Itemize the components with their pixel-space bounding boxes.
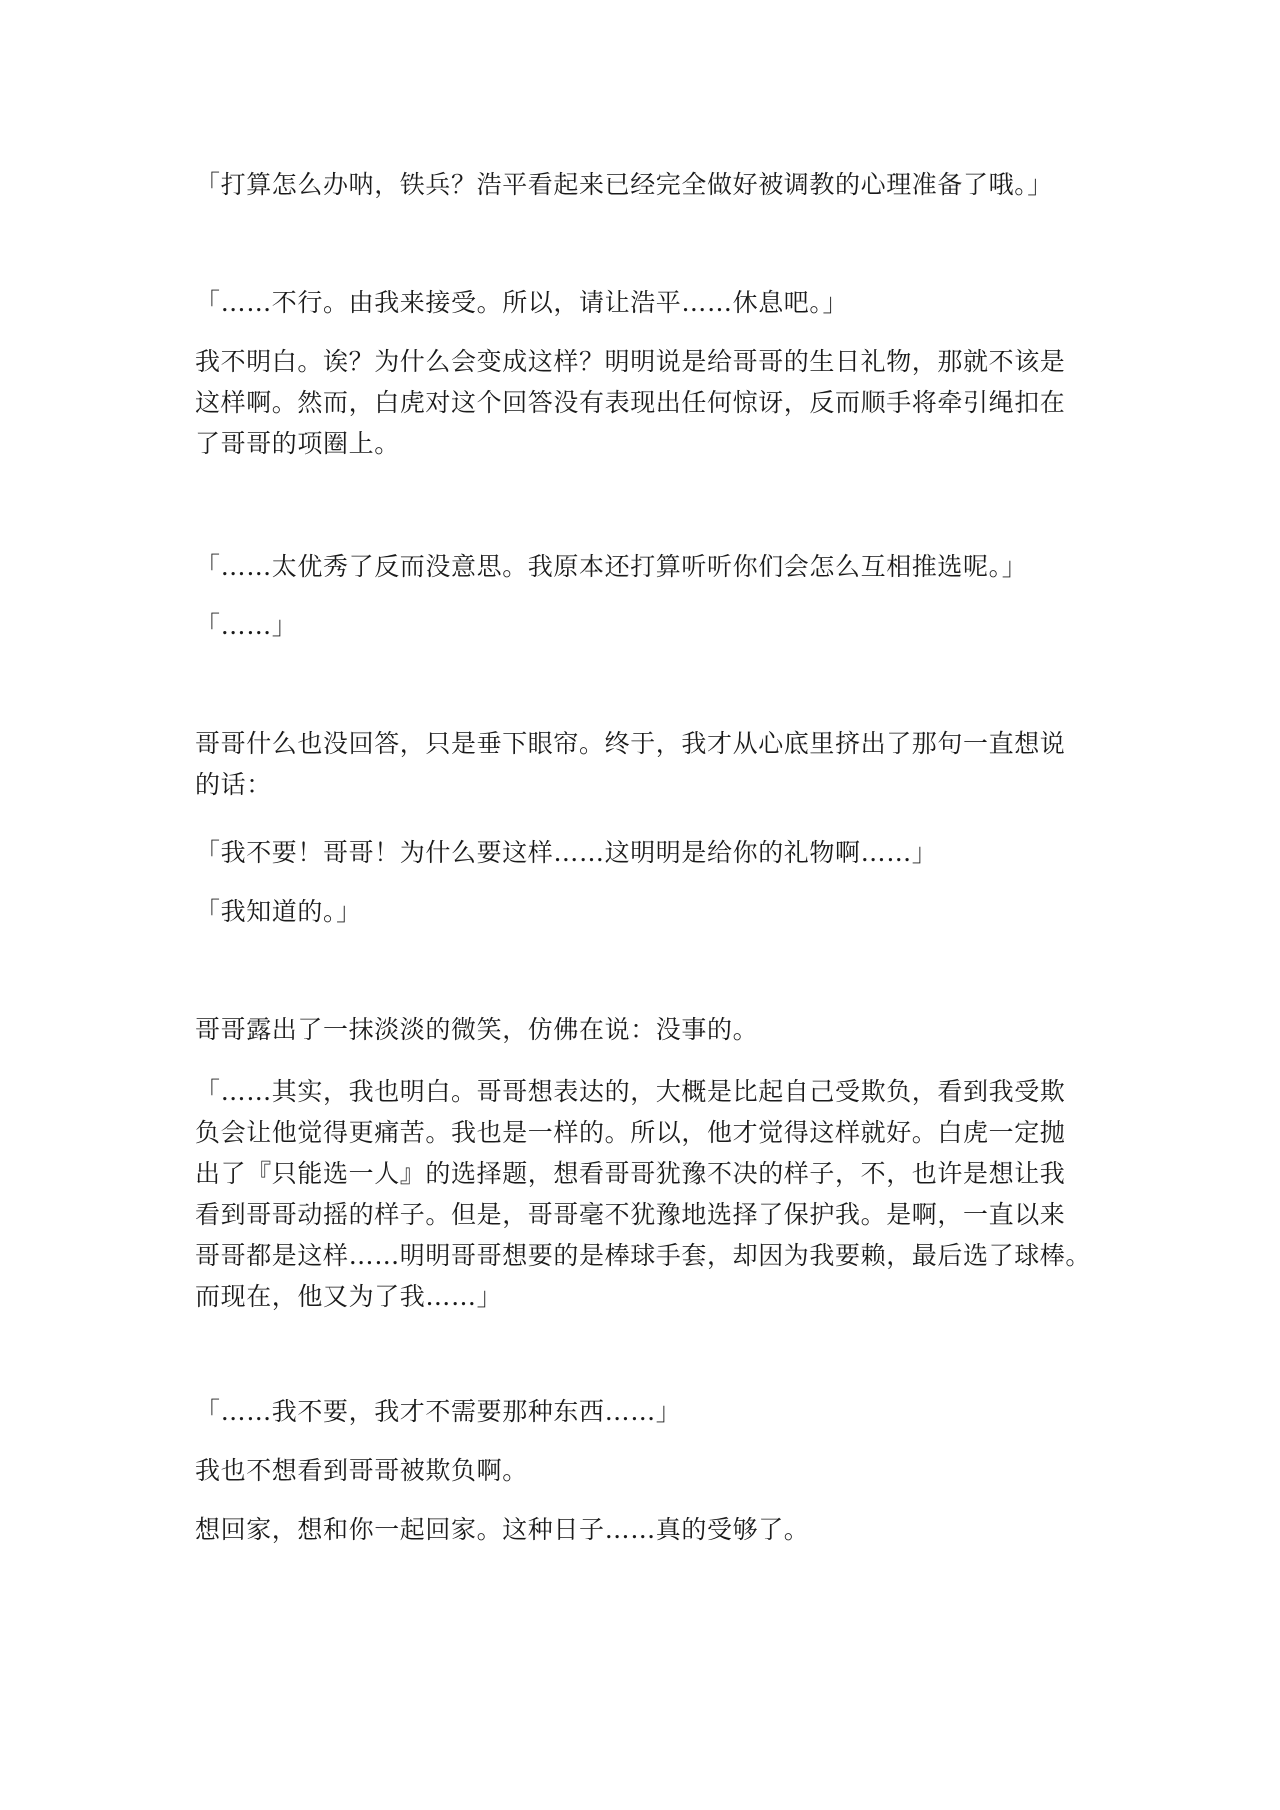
paragraph-dialogue-2: 「……不行。由我来接受。所以，请让浩平……休息吧。」 xyxy=(195,288,849,317)
paragraph-narration-4: 我也不想看到哥哥被欺负啊。 xyxy=(195,1456,528,1485)
paragraph-dialogue-1: 「打算怎么办呐，铁兵？浩平看起来已经完全做好被调教的心理准备了哦。」 xyxy=(195,170,1053,199)
paragraph-dialogue-7: 「……其实，我也明白。哥哥想表达的，大概是比起自己受欺负，看到我受欺 负会让他觉得更痛苦。我也是一样的。所以，他才觉得这样就好。白虎一定抛 出了『只能选一人』的选择题，想看哥哥犹豫不决的样子，不，也许是想让我 看到哥哥动摇的样子。但是，哥哥毫不犹豫地选择了保护我。是啊，一直以来 哥哥都是这样……明明哥哥想要的是棒球手套，却因为我要赖，最后选了球棒。 而现在，他又为了我……」 xyxy=(195,1077,1092,1311)
paragraph-narration-2: 哥哥什么也没回答，只是垂下眼帘。终于，我才从心底里挤出了那句一直想说 的话： xyxy=(195,729,1066,799)
paragraph-dialogue-6: 「我知道的。」 xyxy=(195,897,362,926)
paragraph-dialogue-4: 「……」 xyxy=(195,611,298,640)
paragraph-dialogue-3: 「……太优秀了反而没意思。我原本还打算听听你们会怎么互相推选呢。」 xyxy=(195,552,1028,581)
paragraph-dialogue-8: 「……我不要，我才不需要那种东西……」 xyxy=(195,1397,682,1426)
paragraph-narration-3: 哥哥露出了一抹淡淡的微笑，仿佛在说：没事的。 xyxy=(195,1015,759,1044)
paragraph-narration-1: 我不明白。诶？为什么会变成这样？明明说是给哥哥的生日礼物，那就不该是 这样啊。然而，白虎对这个回答没有表现出任何惊讶，反而顺手将牵引绳扣在 了哥哥的项圈上。 xyxy=(195,347,1066,458)
paragraph-narration-5: 想回家，想和你一起回家。这种日子……真的受够了。 xyxy=(195,1515,810,1544)
paragraph-dialogue-5: 「我不要！哥哥！为什么要这样……这明明是给你的礼物啊……」 xyxy=(195,838,938,867)
